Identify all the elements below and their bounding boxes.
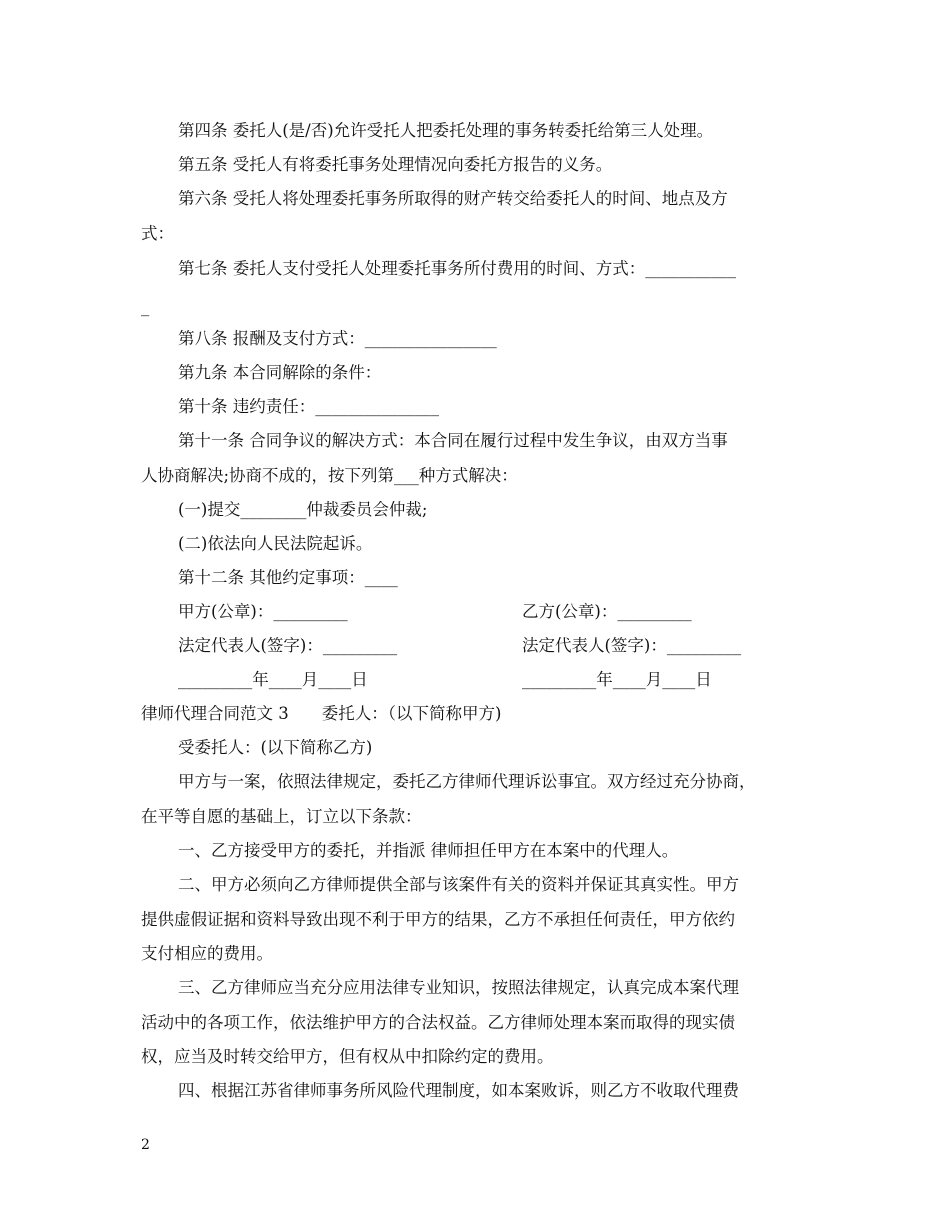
clause-4: 第四条 委托人(是/否)允许受托人把委托处理的事务转委托给第三人处理。 [178,121,714,140]
clause-7: 第七条 委托人支付受托人处理委托事务所付费用的时间、方式：___________ [178,259,736,278]
clause-12: 第十二条 其他约定事项：____ [178,568,398,587]
trustee-line: 受委托人：(以下简称乙方) [178,738,373,757]
clause-11-cont: 人协商解决;协商不成的，按下列第___种方式解决： [141,466,518,485]
term-2: 二、甲方必须向乙方律师提供全部与该案件有关的资料并保证其真实性。甲方 [178,875,739,894]
party-a-date: _________年____月____日 [178,670,368,689]
clause-7-cont: _ [141,297,150,316]
party-b-representative: 法定代表人(签字)：_________ [522,636,742,655]
term-4: 四、根据江苏省律师事务所风险代理制度，如本案败诉，则乙方不收取代理费 [178,1081,739,1100]
party-a-seal: 甲方(公章)：_________ [178,602,348,621]
clause-6-cont: 式： [141,224,174,243]
preamble-cont: 在平等自愿的基础上，订立以下条款： [141,807,422,826]
clause-9: 第九条 本合同解除的条件： [178,363,382,382]
preamble: 甲方与一案，依照法律规定，委托乙方律师代理诉讼事宜。双方经过充分协商， [178,772,756,791]
party-b-date: _________年____月____日 [522,670,712,689]
clause-11: 第十一条 合同争议的解决方式：本合同在履行过程中发生争议，由双方当事 [178,431,728,450]
term-2-cont-2: 支付相应的费用。 [141,944,273,963]
clause-11-option-1: (一)提交________仲裁委员会仲裁; [178,500,428,519]
clause-6: 第六条 受托人将处理委托事务所取得的财产转交给委托人的时间、地点及方 [178,189,728,208]
page-number: 2 [141,1137,150,1153]
term-1: 一、乙方接受甲方的委托，并指派 律师担任甲方在本案中的代理人。 [178,841,679,860]
term-3-cont-2: 权，应当及时转交给甲方，但有权从中扣除约定的费用。 [141,1047,554,1066]
party-a-representative: 法定代表人(签字)：_________ [178,636,398,655]
clause-5: 第五条 受托人有将委托事务处理情况向委托方报告的义务。 [178,155,613,174]
party-b-seal: 乙方(公章)：_________ [522,602,692,621]
term-2-cont-1: 提供虚假证据和资料导致出现不利于甲方的结果，乙方不承担任何责任，甲方依约 [141,910,735,929]
term-3-cont-1: 活动中的各项工作，依法维护甲方的合法权益。乙方律师处理本案而取得的现实债 [141,1013,735,1032]
clause-10: 第十条 违约责任：_______________ [178,397,439,416]
contract-3-title: 律师代理合同范文 3 委托人：（以下简称甲方) [141,704,502,723]
clause-11-option-2: (二)依法向人民法院起诉。 [178,534,373,553]
term-3: 三、乙方律师应当充分应用法律专业知识，按照法律规定，认真完成本案代理 [178,978,739,997]
clause-8: 第八条 报酬及支付方式：________________ [178,329,497,348]
